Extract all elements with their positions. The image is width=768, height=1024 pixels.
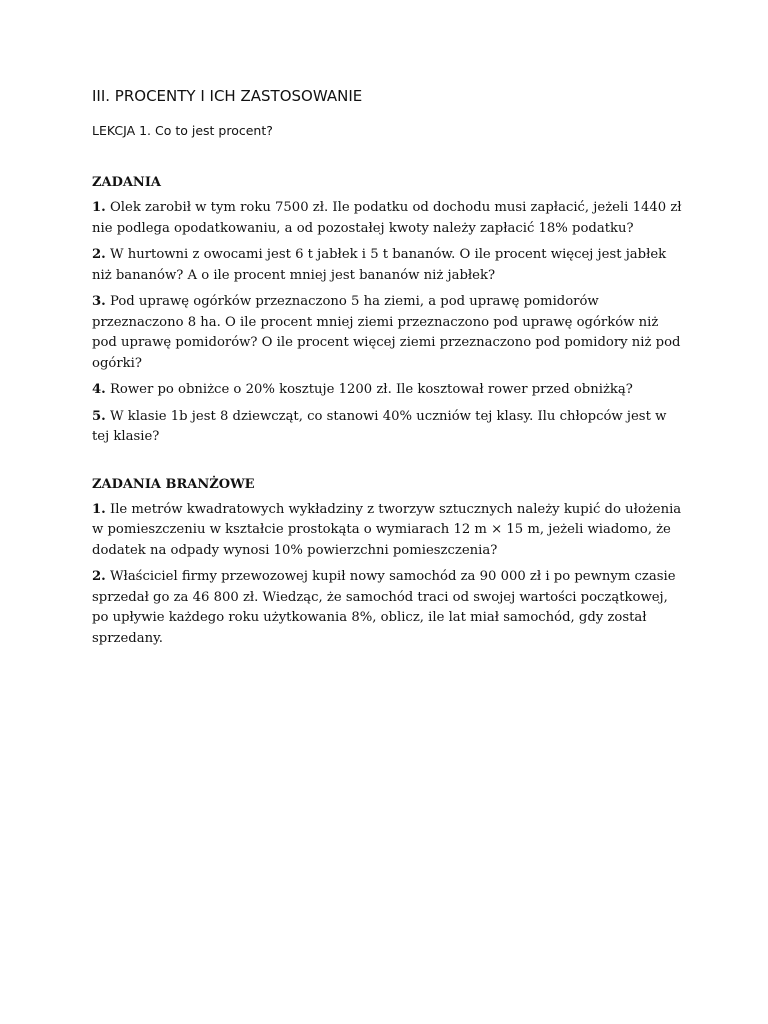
task-text: Rower po obniżce o 20% kosztuje 1200 zł. Ile kosztował rower przed obniżką?	[109, 382, 633, 397]
section-heading-zadania: ZADANIA	[92, 175, 161, 190]
task-number: 3.	[92, 294, 106, 309]
lesson-title: LEKCJA 1. Co to jest procent?	[92, 123, 273, 138]
task-number: 2.	[92, 247, 106, 262]
task-item	[92, 407, 684, 448]
task-item	[92, 245, 684, 286]
task-text: W hurtowni z owocami jest 6 t jabłek i 5 t bananów. O ile procent więcej jest jabłek niż bananów? A o ile procent mniej jest bananów niż jabłek?	[92, 247, 667, 283]
task-number: 1.	[92, 200, 106, 215]
task-text: Ile metrów kwadratowych wykładziny z tworzyw sztucznych należy kupić do ułożenia w pomieszczeniu w kształcie prostokąta o wymiarach 12 m × 15 m, jeżeli wiadomo, że dodatek na odpady wynosi 10% powierzchni pomieszczenia?	[92, 501, 682, 558]
page-content	[92, 86, 684, 655]
section-heading-zadania-branzowe: ZADANIA BRANŻOWE	[92, 476, 255, 492]
task-text: W klasie 1b jest 8 dziewcząt, co stanowi 40% uczniów tej klasy. Ilu chłopców jest w tej klasie?	[92, 408, 667, 444]
task-text: Olek zarobił w tym roku 7500 zł. Ile podatku od dochodu musi zapłacić, jeżeli 1440 zł nie podlega opodatkowaniu, a od pozostałej kwoty należy zapłacić 18% podatku?	[92, 200, 682, 236]
task-item	[92, 292, 684, 374]
section-spacer	[92, 454, 684, 476]
task-number: 1.	[92, 501, 106, 517]
task-number: 2.	[92, 569, 106, 584]
task-item	[92, 500, 684, 562]
task-text: Pod uprawę ogórków przeznaczono 5 ha ziemi, a pod uprawę pomidorów przeznaczono 8 ha. O ile procent mniej ziemi przeznaczono pod uprawę ogórków niż pod uprawę pomidorów? O ile procent więcej ziemi przeznaczono pod pomidory niż pod ogórki?	[92, 294, 681, 371]
task-item	[92, 198, 684, 239]
task-text: Właściciel firmy przewozowej kupił nowy samochód za 90 000 zł i po pewnym czasie sprzedał go za 46 800 zł. Wiedząc, że samochód traci od swojej wartości początkowej, po upływie każdego roku użytkowania 8%, oblicz, ile lat miał samochód, gdy został sprzedany.	[92, 569, 676, 646]
task-number: 5.	[92, 408, 106, 424]
task-number: 4.	[92, 382, 106, 397]
task-item	[92, 380, 684, 401]
document-title: III. PROCENTY I ICH ZASTOSOWANIE	[92, 87, 363, 105]
task-item	[92, 567, 684, 649]
